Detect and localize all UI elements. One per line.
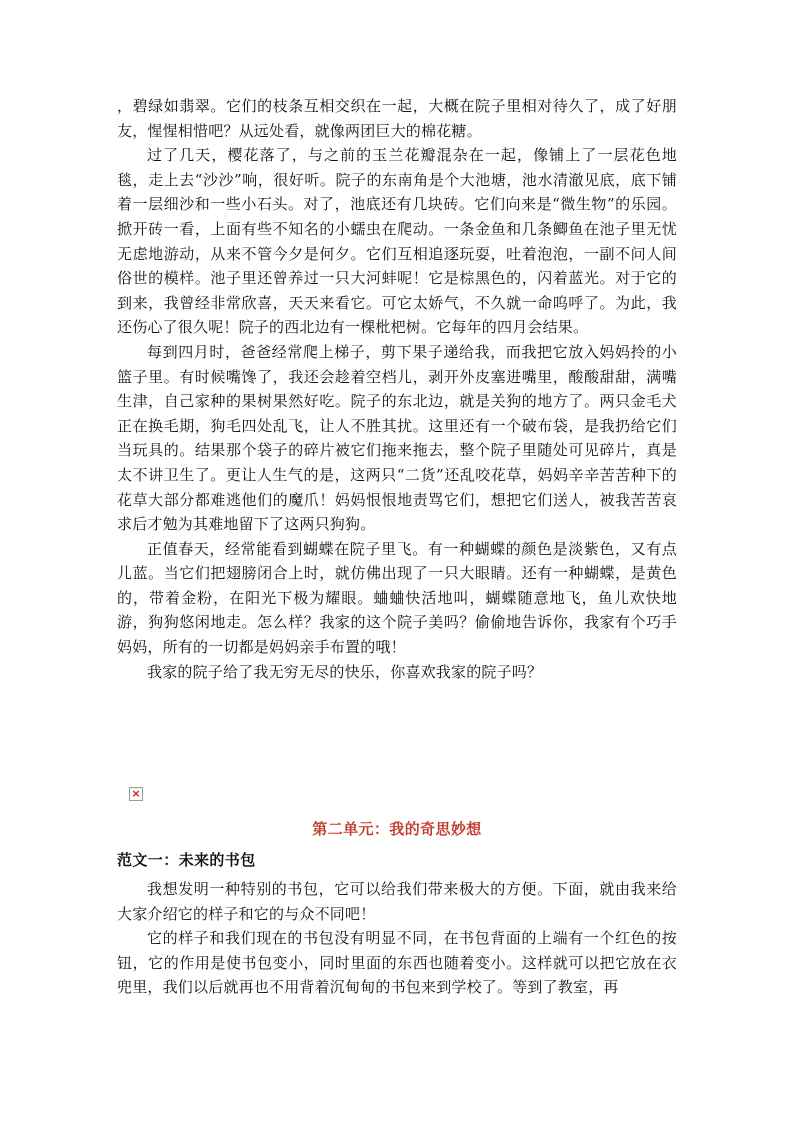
broken-image-icon [129,787,143,801]
paragraph-2: 过了几天，樱花落了，与之前的玉兰花瓣混杂在一起，像铺上了一层花色地毯，走上去“沙沙”响，很好听。院子的东南角是个大池塘，池水清澈见底，底下铺着一层细沙和一些小石头。对了，池底还有几块砖。它们向来是“微生物”的乐园。掀开砖一看，上面有些不知名的小蠕虫在爬动。一条金鱼和几条鲫鱼在池子里无忧无虑地游动，从来不管今夕是何夕。它们互相追逐玩耍，吐着泡泡，一副不问人间俗世的模样。池子里还曾养过一只大河蚌呢！它是棕黑色的，闪着蓝光。对于它的到来，我曾经非常欣喜，天天来看它。可它太娇气，不久就一命呜呼了。为此，我还伤心了很久呢！院子的西北边有一棵枇杷树。它每年的四月会结果。 [117,146,677,337]
paragraph-4: 正值春天，经常能看到蝴蝶在院子里飞。有一种蝴蝶的颜色是淡紫色，又有点儿蓝。当它们把翅膀闭合上时，就仿佛出现了一只大眼睛。还有一种蝴蝶，是黄色的，带着金粉，在阳光下极为耀眼。蛐蛐快活地叫，蝴蝶随意地飞，鱼儿欢快地游，狗狗悠闲地走。怎么样？我家的这个院子美吗？偷偷地告诉你，我家有个巧手妈妈，所有的一切都是妈妈亲手布置的哦！ [117,539,677,657]
paragraph-1: ，碧绿如翡翠。它们的枝条互相交织在一起，大概在院子里相对待久了，成了好朋友，惺惺相惜吧？从远处看，就像两团巨大的棉花糖。 [117,97,677,140]
paragraph-3: 每到四月时，爸爸经常爬上梯子，剪下果子递给我，而我把它放入妈妈拎的小篮子里。有时候嘴馋了，我还会趁着空档儿，剥开外皮塞进嘴里，酸酸甜甜，满嘴生津，自己家种的果树果然好吃。院子的东北边，就是关狗的地方了。两只金毛犬正在换毛期，狗毛四处乱飞，让人不胜其扰。这里还有一个破布袋，是我扔给它们当玩具的。结果那个袋子的碎片被它们拖来拖去，整个院子里随处可见碎片，真是太不讲卫生了。更让人生气的是，这两只“二货”还乱咬花草，妈妈辛辛苦苦种下的花草大部分都难逃他们的魔爪！妈妈恨恨地责骂它们，想把它们送人，被我苦苦哀求后才勉为其难地留下了这两只狗狗。 [117,342,677,534]
unit-heading: 第二单元：我的奇思妙想 [312,820,482,838]
paragraph-6: 我想发明一种特别的书包，它可以给我们带来极大的方便。下面，就由我来给大家介绍它的样子和它的与众不同吧！ [117,880,677,923]
paragraph-7: 它的样子和我们现在的书包没有明显不同，在书包背面的上端有一个红色的按钮，它的作用是使书包变小，同时里面的东西也随着变小。这样就可以把它放在衣兜里，我们以后就再也不用背着沉甸甸的书包来到学校了。等到了教室，再 [117,929,677,997]
broken-image-glyph: × [131,787,141,800]
essay-body-bottom [117,877,677,1000]
essay-title: 范文一：未来的书包 [117,851,256,869]
essay-body-top [117,94,677,684]
paragraph-5: 我家的院子给了我无穷无尽的快乐，你喜欢我家的院子吗？ [147,662,543,681]
